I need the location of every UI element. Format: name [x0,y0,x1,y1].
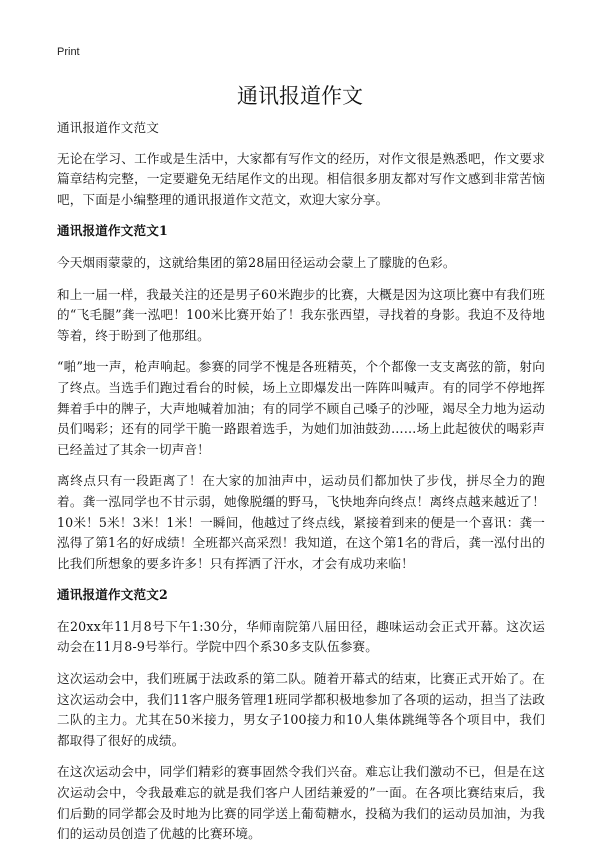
body-paragraph: 在这次运动会中，同学们精彩的赛事固然令我们兴奋。难忘让我们激动不已，但是在这次运动会中，令我最难忘的就是我们客户人团结兼爱的”一面。在各项比赛结束后，我们后勤的同学都会及时地为比赛的同学送上葡萄糖水，投稿为我们的运动员加油，为我们的运动员创造了优越的比赛环境。 [57,764,545,842]
body-paragraph: 在20xx年11月8号下午1:30分，华师南院第八届田径，趣味运动会正式开幕。这次运动会在11月8-9号举行。学院中四个系30多支队伍参赛。 [57,618,545,655]
document-title: 通讯报道作文 [237,84,363,108]
document-subtitle: 通讯报道作文范文 [57,120,159,135]
body-paragraph: 和上一届一样，我最关注的还是男子60米跑步的比赛，大概是因为这项比赛中有我们班的“飞毛腿”龚一泓吧！100米比赛开始了！我东张西望，寻找着的身影。我迫不及待地等着，终于盼到了他那组。 [57,286,545,343]
section-heading: 通讯报道作文范文1 [57,223,168,239]
intro-paragraph: 无论在学习、工作或是生活中，大家都有写作文的经历，对作文很是熟悉吧，作文要求篇章结构完整，一定要避免无结尾作文的出现。相信很多朋友都对写作文感到非常苦恼吧，下面是小编整理的通讯报道作文范文，欢迎大家分享。 [57,150,545,207]
body-paragraph: 今天烟雨蒙蒙的，这就给集团的第28届田径运动会蒙上了朦胧的色彩。 [57,254,456,270]
section-heading: 通讯报道作文范文2 [57,587,168,603]
body-paragraph: 离终点只有一段距离了！在大家的加油声中，运动员们都加快了步伐，拼尽全力的跑着。龚一泓同学也不甘示弱，她像脱缰的野马，飞快地奔向终点！离终点越来越近了！10米！5米！3米！1米！一瞬间，他越过了终点线，紧接着到来的便是一个喜讯：龚一泓得了第1名的好成绩！全班都兴高采烈！我知道，在这个第1名的背后，龚一泓付出的比我们所想象的要多许多！只有挥洒了汗水，才会有成功来临！ [57,473,545,571]
print-label[interactable]: Print [57,46,80,58]
document-body [57,118,545,856]
body-paragraph: “啪”地一声，枪声响起。参赛的同学不愧是各班精英，个个都像一支支离弦的箭，射向了终点。当选手们跑过看台的时候，场上立即爆发出一阵阵叫喊声。有的同学不停地挥舞着手中的牌子，大声地喊着加油；有的同学不顾自己嗓子的沙哑，竭尽全力地为运动员们喝彩；还有的同学干脆一路跟着选手，为她们加油鼓劲……场上此起彼伏的喝彩声已经盖过了其余一切声音！ [57,359,545,457]
body-paragraph: 这次运动会中，我们班属于法政系的第二队。随着开幕式的结束，比赛正式开始了。在这次运动会中，我们11客户服务管理1班同学都积极地参加了各项的运动，担当了法政二队的主力。尤其在50米接力，男女子100接力和10人集体跳绳等各个项目中，我们都取得了很好的成绩。 [57,671,545,748]
